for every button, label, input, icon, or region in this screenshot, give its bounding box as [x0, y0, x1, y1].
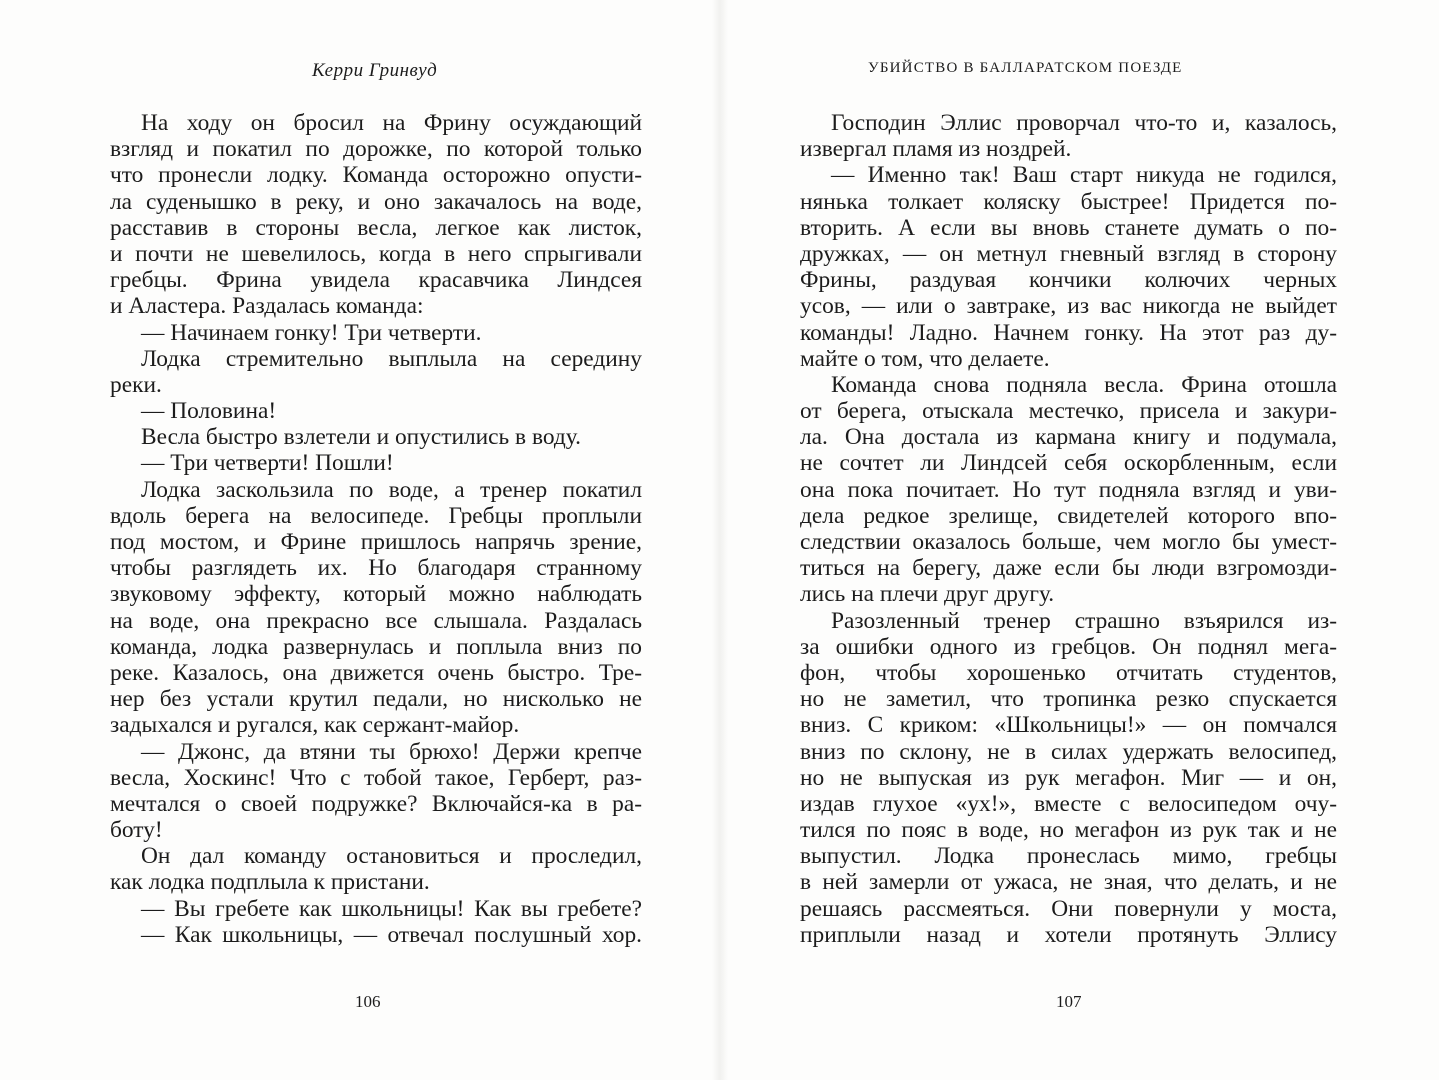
book-gutter	[712, 0, 728, 1080]
text-line: от берега, отыскала местечко, присела и закури-	[800, 398, 1337, 425]
text-line: — Джонс, да втяни ты брюхо! Держи крепче	[141, 738, 642, 765]
text-line: усов, — или о завтраке, из вас никогда не выйдет	[800, 293, 1337, 320]
text-line: звуковому эффекту, который можно наблюдать	[110, 581, 642, 608]
text-line: лись на плечи друг другу.	[800, 581, 1055, 608]
text-line: под мостом, и Фрине пришлось напрячь зрение,	[110, 529, 642, 555]
text-line: издав глухое «ух!», вместе с велосипедом очу-	[800, 790, 1337, 817]
text-line: гребцы. Фрина увидела красавчика Линдсея	[110, 267, 642, 294]
text-line: нянька толкает коляску быстрее! Придется по-	[800, 188, 1337, 215]
text-line: команды! Ладно. Начнем гонку. На этот раз ду-	[800, 319, 1337, 346]
text-line: решаясь рассмеяться. Они повернули у моста,	[800, 895, 1337, 922]
text-line: мечтался о своей подружке? Включайся-ка в ра-	[110, 790, 642, 817]
text-line: команда, лодка развернулась и поплыла вниз по	[110, 633, 642, 660]
text-line: вторить. А если вы вновь станете думать о по-	[800, 214, 1337, 241]
text-line: приплыли назад и хотели протянуть Эллису	[800, 921, 1337, 948]
text-line: Господин Эллис проворчал что-то и, казалось,	[831, 110, 1337, 136]
text-line: Фрины, раздувая кончики колючих черных	[800, 267, 1337, 294]
text-line: Он дал команду остановиться и проследил,	[141, 843, 642, 870]
text-line: реки.	[110, 371, 162, 398]
text-line: как лодка подплыла к пристани.	[110, 869, 430, 896]
right-page-text	[800, 110, 1337, 948]
text-line: — Как школьницы, — отвечал послушный хор.	[141, 921, 642, 948]
text-line: взгляд и покатил по дорожке, по которой только	[110, 136, 642, 163]
text-line: за ошибки одного из гребцов. Он поднял мега-	[800, 633, 1337, 660]
text-line: но не заметил, что тропинка резко спускается	[800, 686, 1337, 713]
text-line: фон, чтобы хорошенько отчитать студентов,	[800, 659, 1337, 686]
text-line: На ходу он бросил на Фрину осуждающий	[141, 110, 642, 136]
text-line: Весла быстро взлетели и опустились в воду.	[141, 424, 581, 451]
running-head-author: Керри Гринвуд	[312, 60, 438, 81]
text-line: не сочтет ли Линдсей себя оскорбленным, если	[800, 450, 1337, 477]
text-line: — Половина!	[141, 398, 277, 425]
text-line: следствии оказалось больше, чем могло бы умест-	[800, 529, 1337, 555]
text-line: титься на берегу, даже если бы люди взгромозди-	[800, 555, 1337, 582]
text-line: извергал пламя из ноздрей.	[800, 136, 1072, 163]
text-line: Разозленный тренер страшно взъярился из-	[831, 607, 1337, 634]
text-line: дружках, — он метнул гневный взгляд в сторону	[800, 240, 1337, 267]
text-line: — Три четверти! Пошли!	[141, 450, 394, 477]
running-head-title: УБИЙСТВО В БАЛЛАРАТСКОМ ПОЕЗДЕ	[868, 60, 1183, 76]
text-line: в ней замерли от ужаса, не зная, что делать, и не	[800, 869, 1337, 896]
left-page-text	[110, 110, 642, 948]
text-line: расставив в стороны весла, легкое как листок,	[110, 214, 642, 241]
text-line: — Вы гребете как школьницы! Как вы гребете?	[141, 895, 642, 922]
left-page	[0, 0, 712, 1080]
text-line: весла, Хоскинс! Что с тобой такое, Герберт, раз-	[110, 764, 642, 791]
text-line: она пока почитает. Но тут подняла взгляд и уви-	[800, 476, 1337, 503]
text-line: вдоль берега на велосипеде. Гребцы проплыли	[110, 502, 642, 529]
text-line: что пронесли лодку. Команда осторожно опусти-	[110, 162, 642, 189]
text-line: — Начинаем гонку! Три четверти.	[141, 319, 482, 346]
right-page	[728, 0, 1439, 1080]
text-line: Лодка заскользила по воде, а тренер покатил	[141, 476, 642, 503]
text-line: на воде, она прекрасно все слышала. Раздалась	[110, 607, 642, 634]
text-line: выпустил. Лодка пронеслась мимо, гребцы	[800, 843, 1337, 870]
text-line: нер без устали крутил педали, но нисколько не	[110, 686, 642, 713]
text-line: ла. Она достала из кармана книгу и подумала,	[800, 424, 1337, 451]
text-line: тился по пояс в воде, но мегафон из рук так и не	[800, 817, 1337, 844]
text-line: Команда снова подняла весла. Фрина отошла	[831, 371, 1337, 398]
text-line: но не выпуская из рук мегафон. Миг — и он,	[800, 764, 1337, 791]
page-number-left: 106	[355, 992, 381, 1011]
text-line: реке. Казалось, она движется очень быстро. Тре-	[110, 659, 642, 686]
text-line: и Аластера. Раздалась команда:	[110, 293, 424, 320]
text-line: ла суденышко в реку, и оно закачалось на воде,	[110, 188, 642, 215]
text-line: вниз по склону, не в силах удержать велосипед,	[800, 738, 1337, 765]
text-line: майте о том, что делаете.	[800, 345, 1050, 372]
text-line: и почти не шевелилось, когда в него спрыгивали	[110, 240, 642, 267]
text-line: вниз. С криком: «Школьницы!» — он помчался	[800, 712, 1337, 739]
text-line: — Именно так! Ваш старт никуда не годился,	[831, 162, 1337, 189]
text-line: боту!	[110, 817, 163, 844]
text-line: дела редкое зрелище, свидетелей которого впо-	[800, 502, 1337, 529]
page-number-right: 107	[1056, 992, 1082, 1011]
text-line: Лодка стремительно выплыла на середину	[141, 345, 642, 372]
text-line: задыхался и ругался, как сержант-майор.	[110, 712, 520, 739]
text-line: чтобы разглядеть их. Но благодаря странному	[110, 555, 642, 582]
